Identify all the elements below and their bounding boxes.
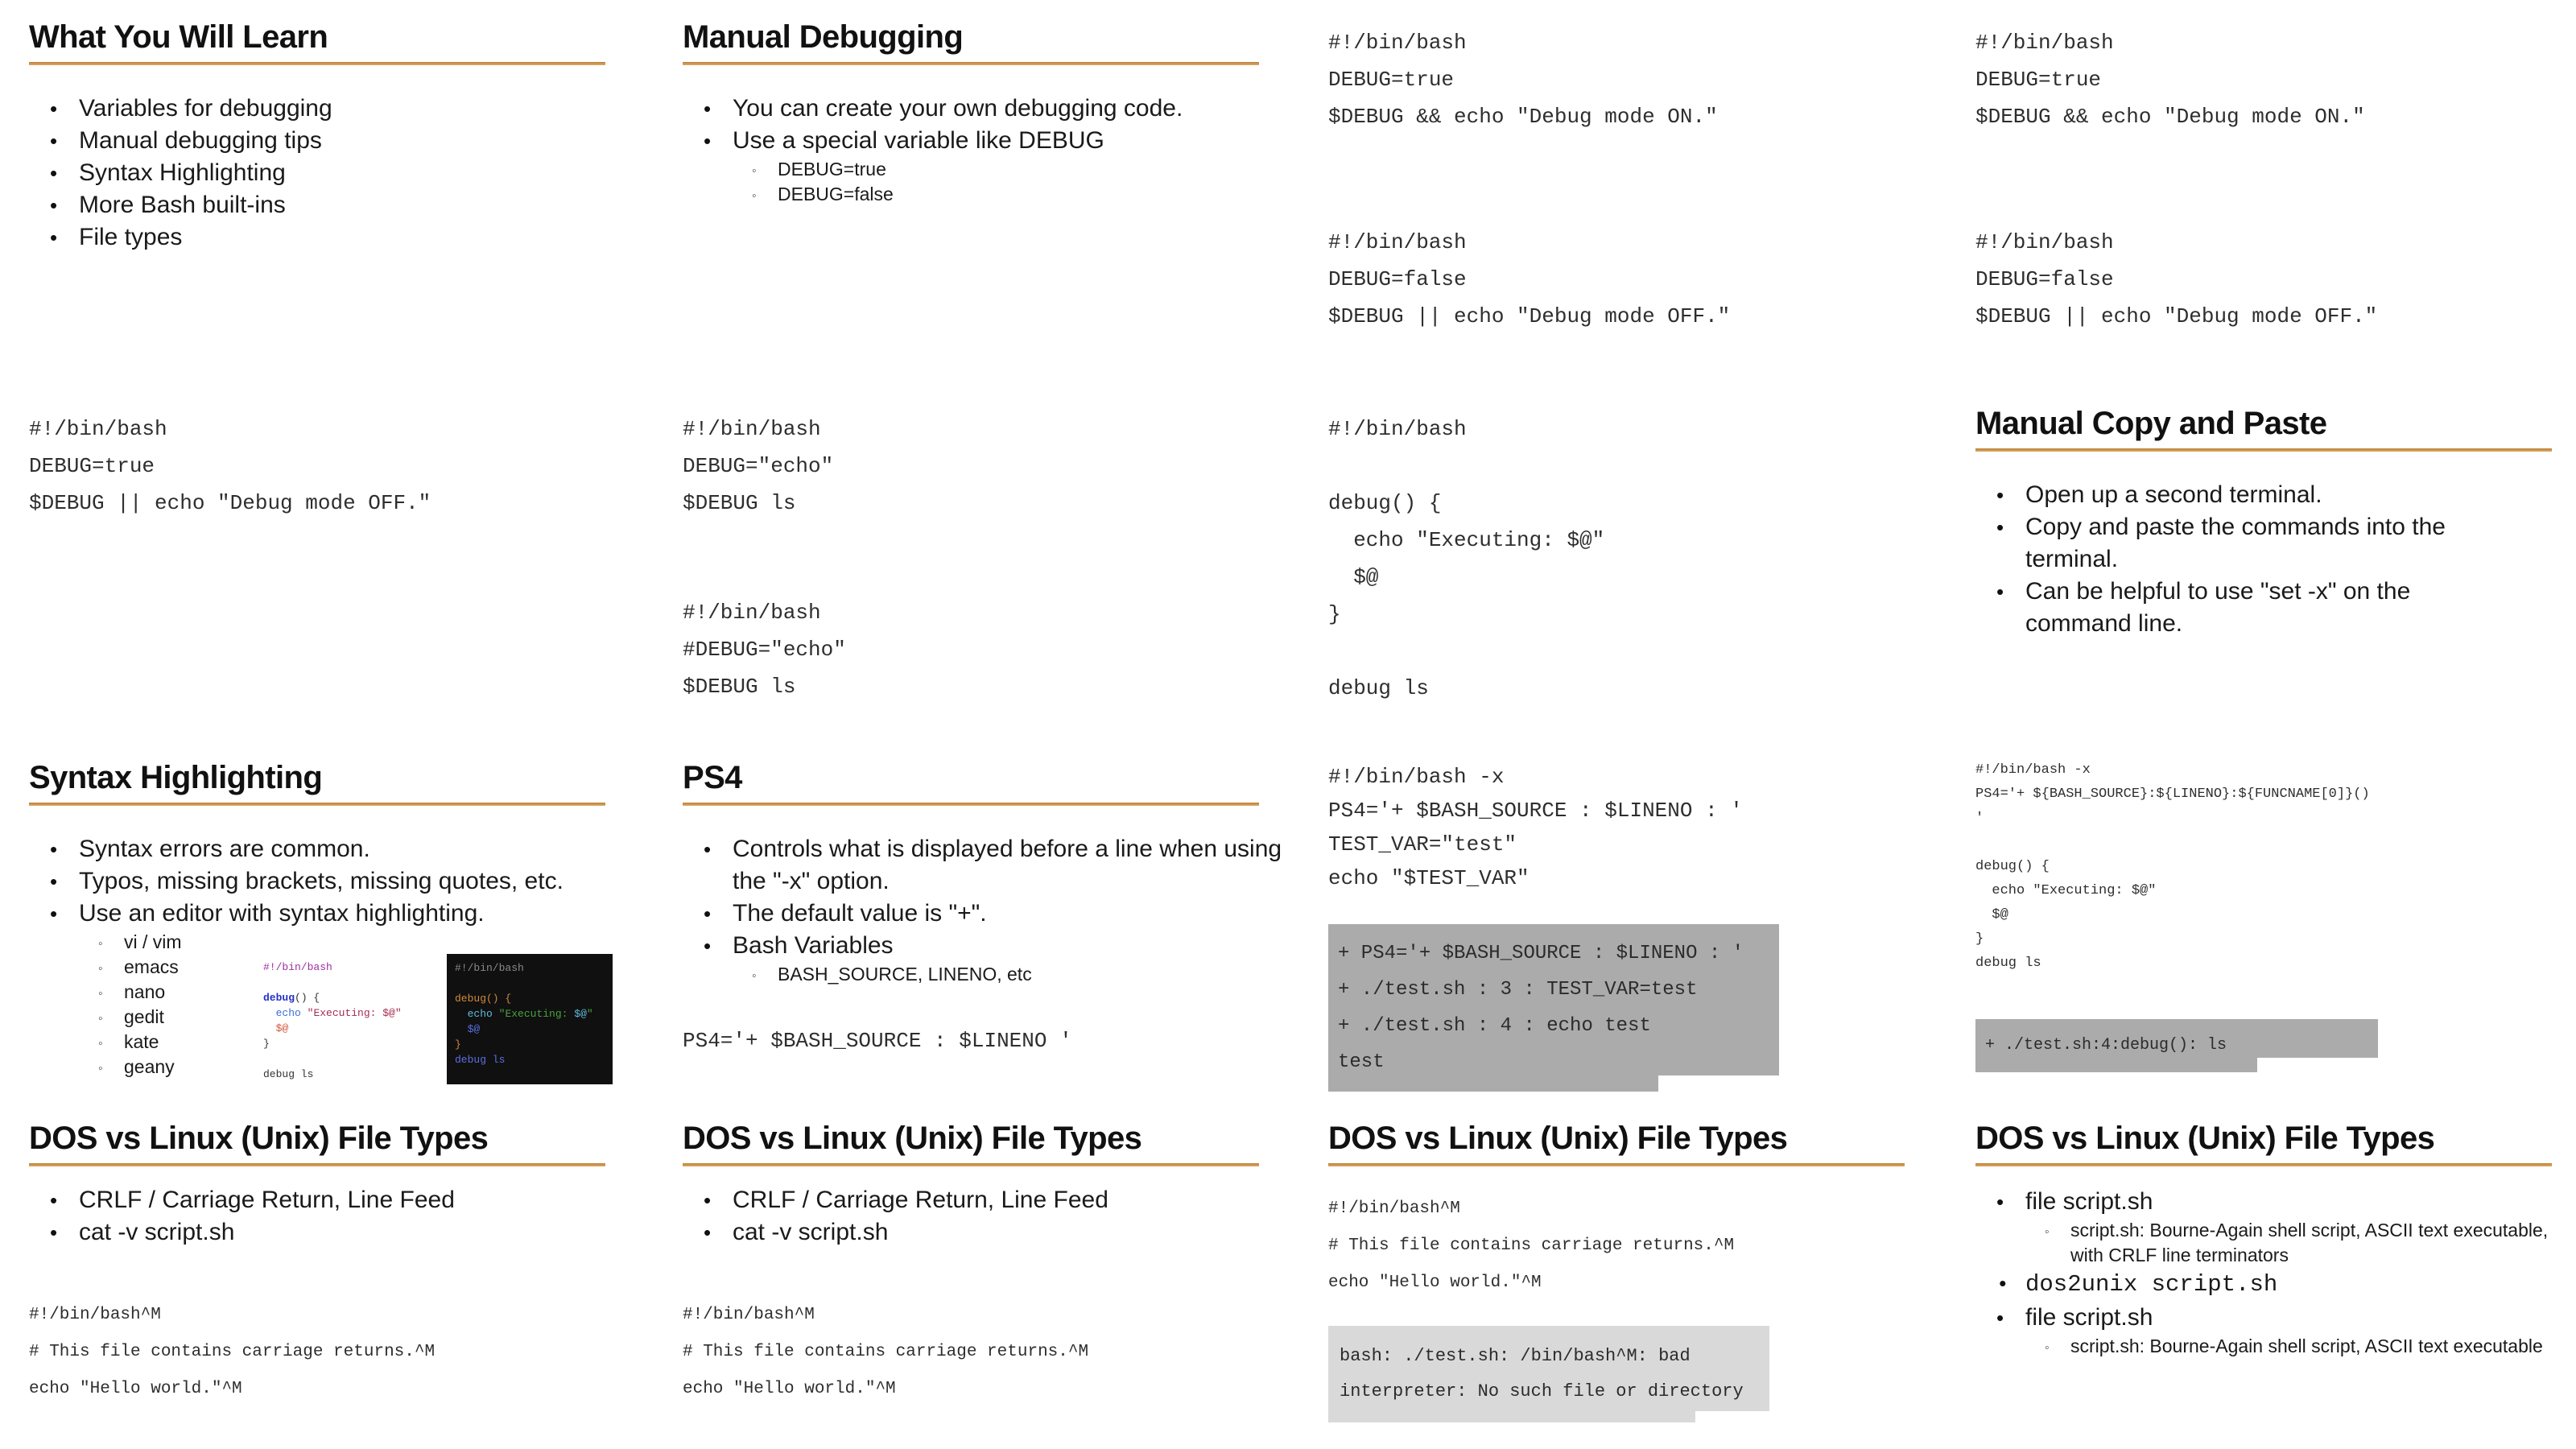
- editor-code-line: [263, 975, 402, 990]
- code-line: echo "Hello world."^M: [29, 1380, 242, 1398]
- title-underline: [29, 803, 605, 806]
- code-line: }: [1328, 602, 1341, 626]
- code-line: #!/bin/bash: [683, 417, 821, 441]
- title-underline: [29, 1163, 605, 1166]
- code-line: }: [1975, 931, 1984, 947]
- bullet-item: ◦ gedit: [29, 1005, 654, 1030]
- slide-title: DOS vs Linux (Unix) File Types: [29, 1121, 489, 1156]
- bullet-item: • Syntax Highlighting: [29, 157, 654, 189]
- editor-code-line: debug ls: [263, 1068, 314, 1080]
- editor-screenshot-light: [263, 960, 402, 1082]
- slide-title: DOS vs Linux (Unix) File Types: [1328, 1121, 1788, 1156]
- bullet-item: • Variables for debugging: [29, 93, 654, 125]
- code-line: TEST_VAR="test": [1328, 832, 1517, 857]
- slide-debug-echo-code: [654, 386, 1307, 741]
- code-block: [1328, 760, 1961, 895]
- code-line: DEBUG=true: [29, 454, 155, 478]
- code-line: ': [1975, 811, 1984, 826]
- code-line: $DEBUG ls: [683, 675, 796, 699]
- code-line: $DEBUG && echo "Debug mode ON.": [1975, 105, 2365, 129]
- editor-code-line: }: [455, 1038, 461, 1051]
- code-line: # This file contains carriage returns.^M: [29, 1343, 436, 1361]
- code-line: $@: [1328, 565, 1379, 589]
- editor-code-line: debug() {: [455, 993, 512, 1005]
- bullet-item: • cat -v script.sh: [683, 1216, 1307, 1249]
- code-line: debug ls: [1975, 956, 2041, 971]
- code-line: $DEBUG ls: [683, 491, 796, 515]
- slide-ps4-funcname-example: [1961, 741, 2576, 1111]
- title-underline: [683, 803, 1259, 806]
- code-line: echo "Executing: $@": [1975, 883, 2157, 898]
- slide-title: What You Will Learn: [29, 19, 328, 55]
- slide-dos-vs-linux-2: [654, 1111, 1307, 1449]
- bullet-item: • dos2unix script.sh: [1975, 1268, 2576, 1302]
- code-line: debug() {: [1975, 859, 2050, 874]
- slide-ps4-example: [1307, 741, 1961, 1111]
- code-line: $DEBUG && echo "Debug mode ON.": [1328, 105, 1718, 129]
- slide-what-you-will-learn: [0, 0, 654, 386]
- bullet-list: [1975, 1186, 2576, 1359]
- slide-title: Syntax Highlighting: [29, 760, 323, 795]
- code-block: [1975, 224, 2576, 335]
- code-line: $DEBUG || echo "Debug mode OFF.": [29, 491, 431, 515]
- slide-title: PS4: [683, 760, 742, 795]
- code-line: #!/bin/bash: [1328, 417, 1467, 441]
- bullet-item: ◦ vi / vim: [29, 930, 654, 955]
- code-line: #!/bin/bash^M: [29, 1306, 161, 1324]
- code-line: #!/bin/bash^M: [683, 1306, 815, 1324]
- bullet-item: • Can be helpful to use "set -x" on the command line.: [1975, 576, 2495, 640]
- slide-dos-vs-linux-4: [1961, 1111, 2576, 1449]
- code-line: [1975, 831, 2576, 855]
- code-line: PS4='+ $BASH_SOURCE : $LINENO : ': [1328, 799, 1743, 823]
- code-line: $@: [1975, 907, 2008, 923]
- slide-title: DOS vs Linux (Unix) File Types: [1975, 1121, 2435, 1156]
- code-block: [29, 411, 654, 522]
- editor-code-line: [263, 1051, 402, 1067]
- code-block: [683, 411, 1307, 522]
- code-block: [1975, 24, 2576, 135]
- bullet-list: [683, 833, 1307, 987]
- editor-code-line: [455, 976, 605, 991]
- slide-manual-copy-and-paste: [1961, 386, 2576, 741]
- code-line: $DEBUG || echo "Debug mode OFF.": [1328, 304, 1731, 328]
- output-block-notch: [2257, 1058, 2378, 1072]
- bullet-list: [683, 93, 1307, 207]
- code-line: DEBUG=true: [1328, 68, 1455, 92]
- code-line: #!/bin/bash: [1975, 31, 2114, 55]
- code-line: # This file contains carriage returns.^M: [1328, 1236, 1735, 1255]
- title-underline: [29, 62, 605, 65]
- output-line: + PS4='+ $BASH_SOURCE : $LINENO : ': [1338, 943, 1744, 964]
- ps4-code-line: PS4='+ $BASH_SOURCE : $LINENO ': [683, 1029, 1072, 1053]
- code-block: [1975, 758, 2576, 976]
- code-block: [1328, 1191, 1961, 1302]
- bullet-item: ◦ kate: [29, 1030, 654, 1055]
- editor-code-line: }: [263, 1038, 270, 1050]
- code-line: debug ls: [1328, 676, 1429, 700]
- code-line: $DEBUG || echo "Debug mode OFF.": [1975, 304, 2378, 328]
- editor-code-line: #!/bin/bash: [263, 961, 332, 973]
- editor-code-line: $@: [455, 1023, 481, 1035]
- code-line: PS4='+ ${BASH_SOURCE}:${LINENO}:${FUNCNAME[0]}(): [1975, 786, 2370, 802]
- code-line: #!/bin/bash -x: [1975, 762, 2091, 778]
- terminal-output-strip: [1975, 1019, 2378, 1072]
- terminal-output-block: [1328, 924, 1779, 1092]
- title-underline: [1975, 448, 2552, 452]
- bullet-item: • file script.sh: [1975, 1302, 2576, 1334]
- output-line: + ./test.sh : 4 : echo test: [1338, 1015, 1651, 1037]
- bullet-item: ◦ script.sh: Bourne-Again shell script, ASCII text executable: [1975, 1334, 2576, 1359]
- code-line: #!/bin/bash: [1328, 31, 1467, 55]
- bullet-item: ◦ nano: [29, 980, 654, 1005]
- output-block-notch: [1658, 1075, 1779, 1092]
- bullet-item: • More Bash built-ins: [29, 189, 654, 221]
- title-underline: [1975, 1163, 2552, 1166]
- output-line: + ./test.sh : 3 : TEST_VAR=test: [1338, 979, 1698, 1001]
- slide-title: Manual Copy and Paste: [1975, 406, 2327, 441]
- bullet-item: • Copy and paste the commands into the terminal.: [1975, 511, 2495, 576]
- code-line: #DEBUG="echo": [683, 638, 846, 662]
- code-block: [1328, 411, 1961, 707]
- code-line: #!/bin/bash -x: [1328, 765, 1505, 789]
- bullet-item: • file script.sh: [1975, 1186, 2576, 1218]
- code-block: [683, 594, 1307, 705]
- bullet-item: • CRLF / Carriage Return, Line Feed: [29, 1184, 654, 1216]
- bullet-item: • cat -v script.sh: [29, 1216, 654, 1249]
- bullet-item: ◦ DEBUG=true: [683, 157, 1307, 182]
- title-underline: [683, 62, 1259, 65]
- bullet-item: • Typos, missing brackets, missing quotes, etc.: [29, 865, 654, 898]
- slide-title: DOS vs Linux (Unix) File Types: [683, 1121, 1142, 1156]
- code-line: #!/bin/bash: [1975, 230, 2114, 254]
- code-line: echo "Hello world."^M: [1328, 1274, 1542, 1292]
- bullet-item: ◦ DEBUG=false: [683, 182, 1307, 207]
- bullet-item: • File types: [29, 221, 654, 254]
- bullet-item: • You can create your own debugging code.: [683, 93, 1307, 125]
- slide-debug-function-code: [1307, 386, 1961, 741]
- output-line: interpreter: No such file or directory: [1340, 1381, 1744, 1402]
- slide-syntax-highlighting: [0, 741, 654, 1111]
- bullet-list: [1975, 479, 2495, 640]
- editor-code-line: echo "Executing: $@": [467, 1008, 593, 1020]
- editor-screenshot-dark: [447, 954, 613, 1084]
- slide-title: Manual Debugging: [683, 19, 964, 55]
- output-line: test: [1338, 1051, 1385, 1073]
- code-line: debug() {: [1328, 491, 1442, 515]
- bullet-item: ◦ BASH_SOURCE, LINENO, etc: [683, 962, 1307, 987]
- editor-code-line: #!/bin/bash: [455, 962, 524, 974]
- bullet-item: ◦ script.sh: Bourne-Again shell script, ASCII text executable, with CRLF line terminators: [1975, 1218, 2576, 1268]
- code-block: [1328, 224, 1961, 335]
- output-block-notch: [1695, 1411, 1769, 1422]
- bullet-item: • CRLF / Carriage Return, Line Feed: [683, 1184, 1307, 1216]
- bullet-item: ◦ geany: [29, 1055, 654, 1080]
- bullet-list: [29, 1184, 654, 1249]
- code-line: echo "Executing: $@": [1328, 528, 1605, 552]
- code-block: [1328, 24, 1961, 135]
- code-line: DEBUG=false: [1975, 267, 2114, 291]
- bullet-item: ◦ emacs: [29, 955, 654, 980]
- bullet-list: [683, 1184, 1307, 1249]
- code-line: echo "Hello world."^M: [683, 1380, 896, 1398]
- bullet-item: • Manual debugging tips: [29, 125, 654, 157]
- code-line: #!/bin/bash^M: [1328, 1199, 1460, 1218]
- output-line: bash: ./test.sh: /bin/bash^M: bad: [1340, 1346, 1690, 1366]
- slide-dos-vs-linux-1: [0, 1111, 654, 1449]
- slide-debug-code-on-off: [1307, 0, 1961, 386]
- code-line: #!/bin/bash: [29, 417, 167, 441]
- code-line: echo "$TEST_VAR": [1328, 866, 1530, 890]
- code-line: #!/bin/bash: [683, 601, 821, 625]
- slide-ps4: [654, 741, 1307, 1111]
- code-line: # This file contains carriage returns.^M: [683, 1343, 1089, 1361]
- title-underline: [1328, 1163, 1905, 1166]
- code-block: [683, 1297, 1307, 1408]
- slide-debug-mode-off-code: [0, 386, 654, 741]
- bullet-item: • Use a special variable like DEBUG: [683, 125, 1307, 157]
- code-line: [1328, 633, 1961, 670]
- editor-code-line: debug() {: [263, 992, 320, 1004]
- code-line: [1328, 448, 1961, 485]
- bullet-item: • Controls what is displayed before a line when using the "-x" option.: [683, 833, 1307, 898]
- bullet-item: • Open up a second terminal.: [1975, 479, 2495, 511]
- title-underline: [683, 1163, 1259, 1166]
- slide-debug-code-on-off-2: [1961, 0, 2576, 386]
- code-block: [29, 1297, 654, 1408]
- editor-code-line: $@: [263, 1022, 289, 1034]
- bullet-item: • The default value is "+".: [683, 898, 1307, 930]
- slide-dos-vs-linux-3: [1307, 1111, 1961, 1449]
- slide-manual-debugging: [654, 0, 1307, 386]
- terminal-output-block: [1328, 1326, 1769, 1422]
- code-line: DEBUG=false: [1328, 267, 1467, 291]
- code-line: DEBUG="echo": [683, 454, 834, 478]
- bullet-item: • Use an editor with syntax highlighting.: [29, 898, 654, 930]
- editor-code-line: echo "Executing: $@": [275, 1007, 402, 1019]
- bullet-item: • Syntax errors are common.: [29, 833, 654, 865]
- output-line: + ./test.sh:4:debug(): ls: [1985, 1036, 2227, 1055]
- code-line: DEBUG=true: [1975, 68, 2102, 92]
- bullet-item: • Bash Variables: [683, 930, 1307, 962]
- editor-code-line: debug ls: [455, 1054, 506, 1066]
- bullet-list: [29, 93, 654, 254]
- code-line: #!/bin/bash: [1328, 230, 1467, 254]
